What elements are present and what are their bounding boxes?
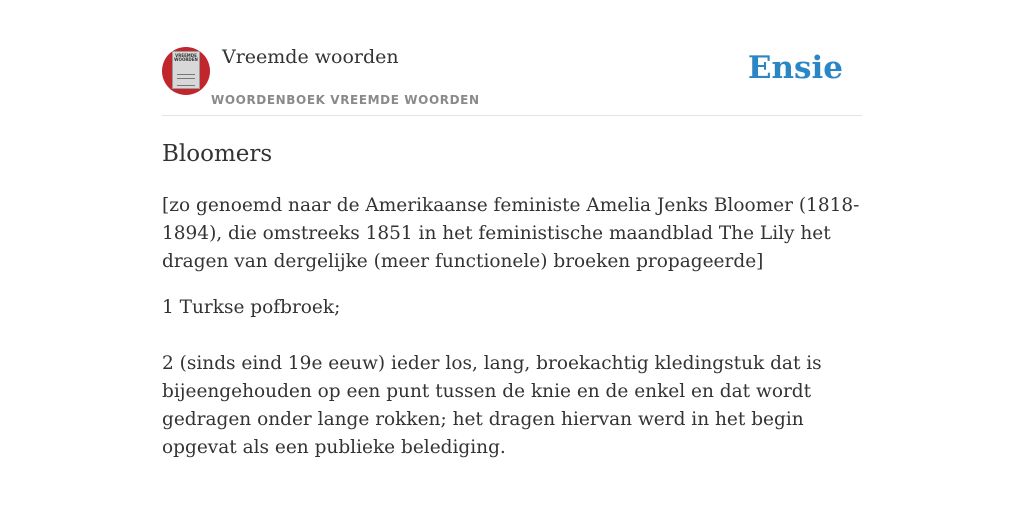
ensie-logo-link[interactable]: Ensie [747, 50, 843, 86]
entry-word: Bloomers [162, 141, 273, 167]
book-cover-title: VREEMDE WOORDEN [174, 53, 198, 62]
dictionary-subtitle: WOORDENBOEK VREEMDE WOORDEN [211, 93, 480, 107]
entry-content [162, 138, 862, 462]
entry-sense: 2 (sinds eind 19e eeuw) ieder los, lang, broekachtig kledingstuk dat is bijeengehouden op een punt tussen de knie en de enkel en dat wordt gedragen onder lange rokken; het dragen hiervan werd in het begin opgevat als een publieke belediging. [162, 353, 822, 458]
book-cover-line [177, 78, 195, 79]
entry-sense: 1 Turkse pofbroek; [162, 297, 341, 318]
dictionary-header [162, 44, 862, 116]
dictionary-title-link[interactable]: Vreemde woorden [222, 46, 399, 68]
book-cover-icon [172, 51, 200, 89]
book-cover-line [177, 85, 195, 86]
book-cover-line [177, 74, 195, 75]
entry-etymology: [zo genoemd naar de Amerikaanse feministe Amelia Jenks Bloomer (1818-1894), die omstreeks 1851 in het feministische maandblad The Lily het dragen van dergelijke (meer functionele) broeken propageerde] [162, 195, 860, 272]
dictionary-avatar[interactable] [162, 47, 210, 95]
